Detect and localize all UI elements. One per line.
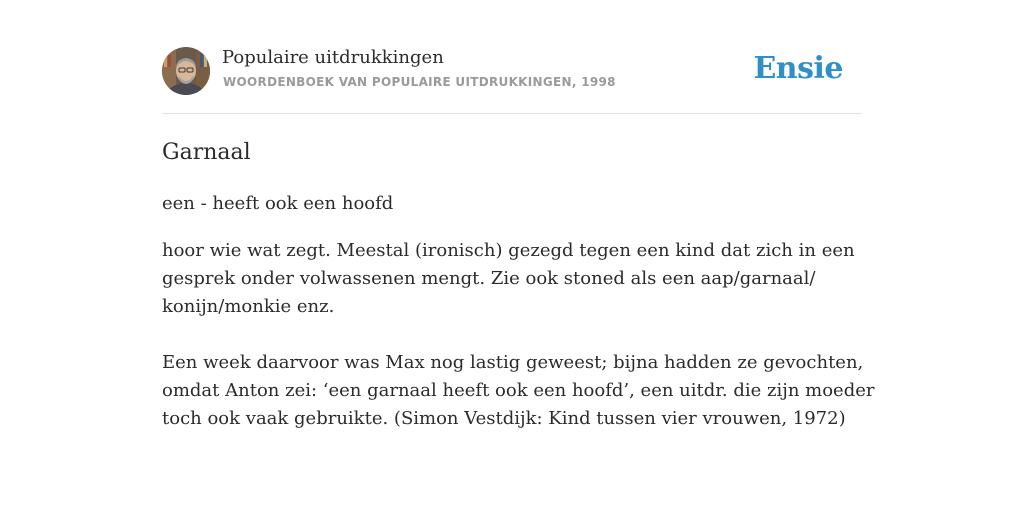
paragraph-spacer <box>162 321 862 349</box>
entry-title: Garnaal <box>162 140 251 165</box>
quote-line: omdat Anton zei: ‘een garnaal heeft ook een hoofd’, een uitdr. die zijn moeder <box>162 380 875 401</box>
author-portrait-icon[interactable] <box>162 47 210 95</box>
source-subtitle: WOORDENBOEK VAN POPULAIRE UITDRUKKINGEN, 1998 <box>223 75 616 89</box>
quote-line: Een week daarvoor was Max nog lastig geweest; bijna hadden ze gevochten, <box>162 352 864 373</box>
source-name[interactable]: Populaire uitdrukkingen <box>222 47 444 68</box>
definition-line: hoor wie wat zegt. Meestal (ironisch) gezegd tegen een kind dat zich in een <box>162 240 855 261</box>
ensie-logo[interactable]: Ensie <box>753 51 843 86</box>
entry-keyword: een - heeft ook een hoofd <box>162 193 394 214</box>
quote-line: toch ook vaak gebruikte. (Simon Vestdijk: Kind tussen vier vrouwen, 1972) <box>162 408 846 429</box>
entry-body <box>162 237 875 433</box>
definition-line: gesprek onder volwassenen mengt. Zie ook stoned als een aap/garnaal/ <box>162 268 816 289</box>
source-header <box>162 46 862 96</box>
definition-line: konijn/monkie enz. <box>162 296 335 317</box>
header-divider <box>162 113 862 114</box>
